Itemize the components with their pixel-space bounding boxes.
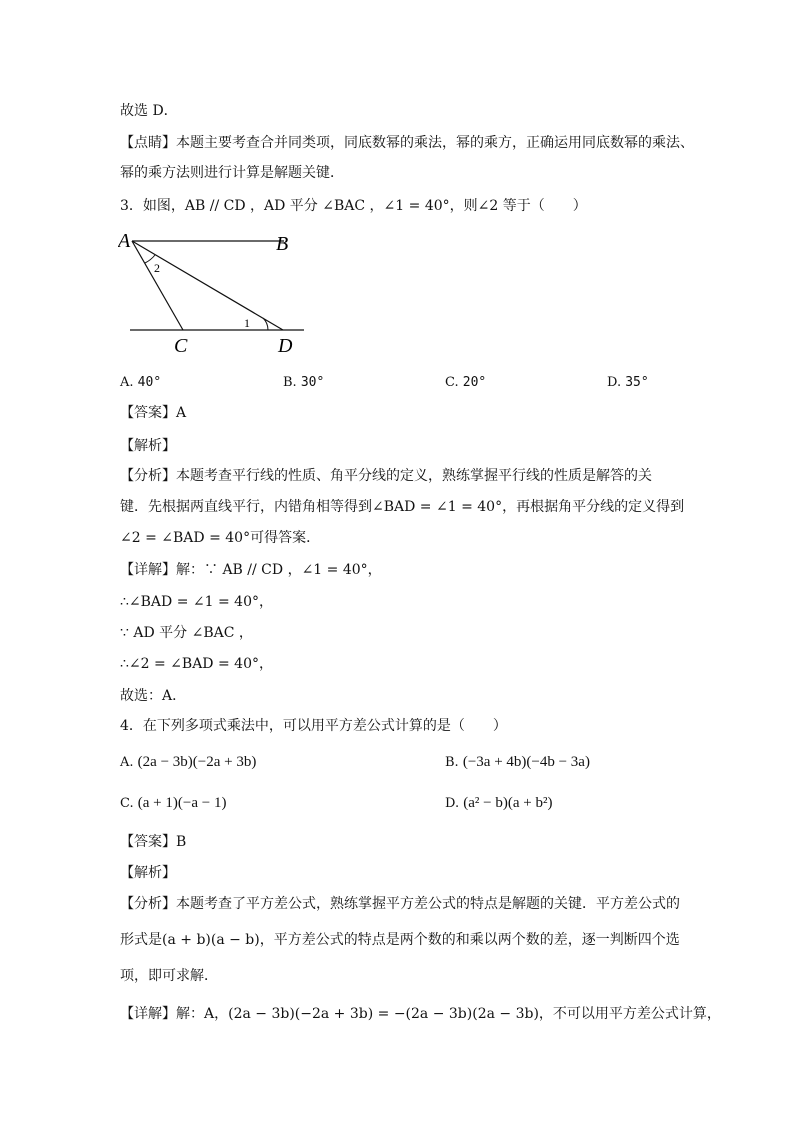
q4-option-a: A. (2a − 3b)(−2a + 3b)	[120, 754, 257, 770]
text-line: 形式是(a + b)(a − b)，平方差公式的特点是两个数的和乘以两个数的差，逐一判断四个选	[120, 932, 680, 948]
analysis-heading: 【解析】	[120, 438, 176, 454]
text-line: 【详解】解：A，(2a − 3b)(−2a + 3b) = −(2a − 3b)(2a − 3b)，不可以用平方差公式计算，	[120, 1006, 721, 1022]
text-line: ∴∠2 = ∠BAD = 40°，	[120, 656, 273, 672]
q4-option-c: C. (a + 1)(−a − 1)	[120, 795, 227, 811]
text-line: 项，即可求解．	[120, 968, 218, 984]
analysis-heading: 【解析】	[120, 865, 176, 881]
question-4: 4．在下列多项式乘法中，可以用平方差公式计算的是（ ）	[120, 718, 507, 734]
question-3: 3．如图，AB // CD ，AD 平分 ∠BAC ，∠1 = 40°，则∠2 等于（ ）	[120, 198, 587, 214]
q3-option-c: C. 20°	[445, 375, 487, 390]
text-line: ∠2 = ∠BAD = 40°可得答案．	[120, 530, 321, 546]
text-line: 【详解】解：∵ AB // CD ，∠1 = 40°，	[120, 562, 382, 578]
label-a: A	[118, 230, 131, 252]
q3-option-d: D. 35°	[607, 375, 649, 390]
geometry-figure	[118, 226, 318, 356]
q3-option-b: B. 30°	[283, 375, 325, 390]
q3-option-a: A. 40°	[120, 375, 162, 390]
text-line: ∵ AD 平分 ∠BAC ，	[120, 625, 253, 641]
answer-3: 【答案】A	[120, 405, 187, 421]
text-line: ∴∠BAD = ∠1 = 40°，	[120, 594, 273, 610]
text-line: 【分析】本题考查了平方差公式，熟练掌握平方差公式的特点是解题的关键．平方差公式的	[120, 896, 680, 912]
text-line: 键．先根据两直线平行，内错角相等得到∠BAD = ∠1 = 40°，再根据角平分线的定义得到	[120, 499, 685, 515]
label-d: D	[278, 335, 293, 356]
text-line: 【点睛】本题主要考查合并同类项，同底数幂的乘法，幂的乘方，正确运用同底数幂的乘法、	[120, 135, 694, 151]
segment-ad	[132, 241, 283, 330]
label-c: C	[174, 335, 188, 356]
answer-4: 【答案】B	[120, 834, 187, 850]
text-line: 幂的乘方法则进行计算是解题关键．	[120, 165, 344, 181]
text-line: 故选：A．	[120, 688, 187, 704]
label-angle-1: 1	[244, 316, 250, 330]
label-angle-2: 2	[154, 261, 160, 275]
q4-option-d: D. (a² − b)(a + b²)	[445, 795, 553, 811]
text-line: 故选 D．	[120, 103, 178, 119]
label-b: B	[276, 233, 289, 255]
segment-ac	[132, 241, 183, 330]
q4-option-b: B. (−3a + 4b)(−4b − 3a)	[445, 754, 590, 770]
text-line: 【分析】本题考查平行线的性质、角平分线的定义，熟练掌握平行线的性质是解答的关	[120, 468, 652, 484]
